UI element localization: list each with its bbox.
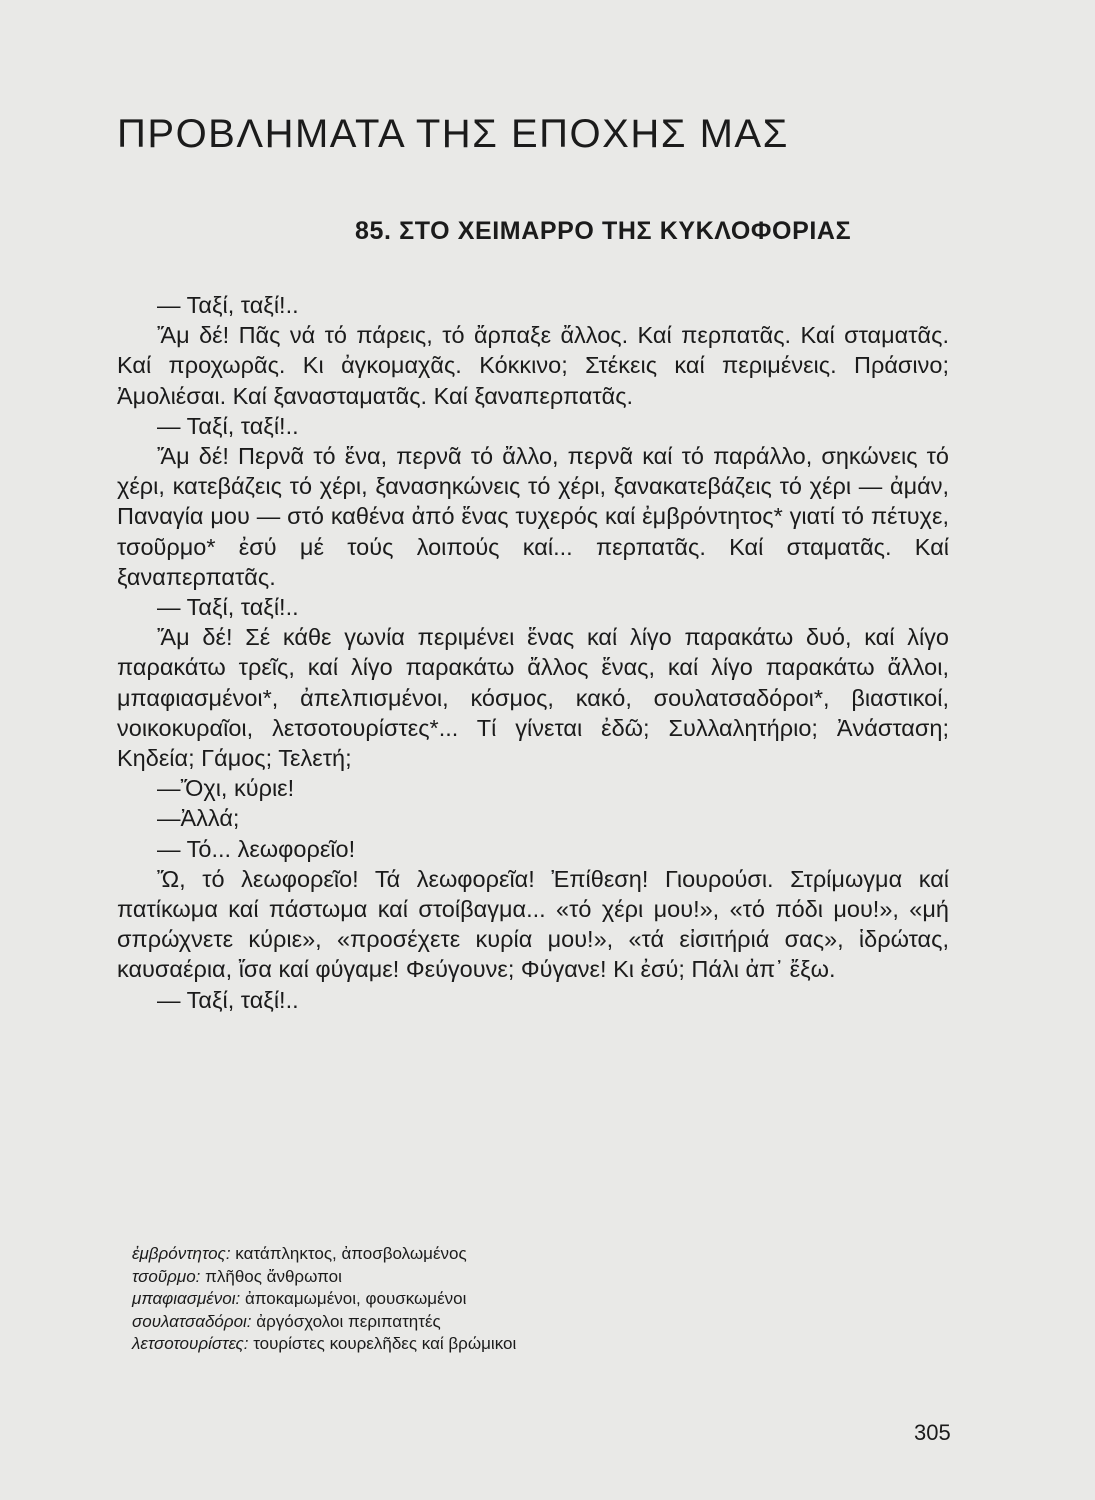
dialogue-line: —Ὄχι, κύριε! — [157, 775, 295, 802]
footnotes — [132, 1243, 832, 1356]
paragraph: Ὤ, τό λεωφορεῖο! Τά λεωφορεῖα! Ἐπίθεση! Γιουρούσι. Στρίμωγμα καί πατίκωμα καί πάστωμα καί στοίβαγμα... «τό χέρι μου!», «τό πόδι μου!», «μή σπρώχνετε κύριε», «προσέχετε κυρία μου!», «τά εἰσιτήριά σας», ἱδρώτας, καυσαέρια, ἴσα καί φύγαμε! Φεύγουνε; Φύγανε! Κι ἐσύ; Πάλι ἀπ᾽ ἔξω. — [117, 865, 949, 983]
body-text — [117, 290, 949, 1015]
footnote-definition: πλῆθος ἄνθρωποι — [205, 1266, 342, 1286]
dialogue-line: — Ταξί, ταξί!.. — [157, 412, 299, 439]
footnote-term: μπαφιασμένοι: — [132, 1289, 241, 1308]
footnote-term: λετσοτουρίστες: — [132, 1334, 249, 1353]
footnote-definition: τουρίστες κουρελῆδες καί βρώμικοι — [253, 1334, 517, 1353]
footnote — [132, 1333, 832, 1356]
section-title: ΠΡΟΒΛΗΜΑΤΑ ΤΗΣ ΕΠΟΧΗΣ ΜΑΣ — [117, 112, 789, 156]
footnote — [132, 1266, 832, 1289]
footnote-definition: ἀργόσχολοι περιπατητές — [256, 1311, 441, 1331]
footnote — [132, 1311, 832, 1334]
footnote — [132, 1243, 832, 1266]
footnote — [132, 1288, 832, 1311]
dialogue-line: —Ἀλλά; — [157, 805, 240, 832]
dialogue-line: — Ταξί, ταξί!.. — [157, 986, 299, 1013]
footnote-term: ἐμβρόντητος: — [132, 1244, 231, 1263]
dialogue-line: — Ταξί, ταξί!.. — [157, 594, 299, 621]
paragraph: Ἄμ δέ! Περνᾶ τό ἕνα, περνᾶ τό ἄλλο, περνᾶ καί τό παράλλο, σηκώνεις τό χέρι, κατεβάζεις τό χέρι, ξανασηκώνεις τό χέρι, ξανακατεβάζεις τό χέρι — ἀμάν, Παναγία μου — στό καθένα ἀπό ἕνας τυχερός καί ἐμβρόντητος* γιατί τό πέτυχε, τσοῦρμο* ἐσύ μέ τούς λοιπούς καί... περπατᾶς. Καί σταματᾶς. Καί ξαναπερπατᾶς. — [117, 443, 949, 590]
chapter-title: 85. ΣΤΟ ΧΕΙΜΑΡΡΟ ΤΗΣ ΚΥΚΛΟΦΟΡΙΑΣ — [355, 217, 852, 245]
dialogue-line: — Ταξί, ταξί!.. — [157, 292, 299, 318]
dialogue-line: — Τό... λεωφορεῖο! — [157, 835, 356, 862]
footnote-definition: ἀποκαμωμένοι, φουσκωμένοι — [244, 1289, 467, 1308]
footnote-term: σουλατσαδόροι: — [132, 1311, 252, 1331]
paragraph: Ἄμ δέ! Πᾶς νά τό πάρεις, τό ἄρπαξε ἄλλος. Καί περπατᾶς. Καί σταματᾶς. Καί προχωρᾶς. Κι ἀγκομαχᾶς. Κόκκινο; Στέκεις καί περιμένεις. Πράσινο; Ἀμολιέσαι. Καί ξανασταματᾶς. Καί ξαναπερπατᾶς. — [117, 322, 949, 409]
page-number: 305 — [914, 1420, 951, 1445]
footnote-definition: κατάπληκτος, ἀποσβολωμένος — [235, 1244, 467, 1263]
footnote-term: τσοῦρμο: — [132, 1266, 201, 1286]
paragraph: Ἄμ δέ! Σέ κάθε γωνία περιμένει ἕνας καί λίγο παρακάτω δυό, καί λίγο παρακάτω τρεῖς, καί λίγο παρακάτω ἄλλος ἕνας, καί λίγο παρακάτω ἄλλοι, μπαφιασμένοι*, ἀπελπισμένοι, κόσμος, κακό, σουλατσαδόροι*, βιαστικοί, νοικοκυραῖοι, λετσοτουρίστες*... Τί γίνεται ἐδῶ; Συλλαλητήριο; Ἀνάσταση; Κηδεία; Γάμος; Τελετή; — [117, 624, 949, 772]
